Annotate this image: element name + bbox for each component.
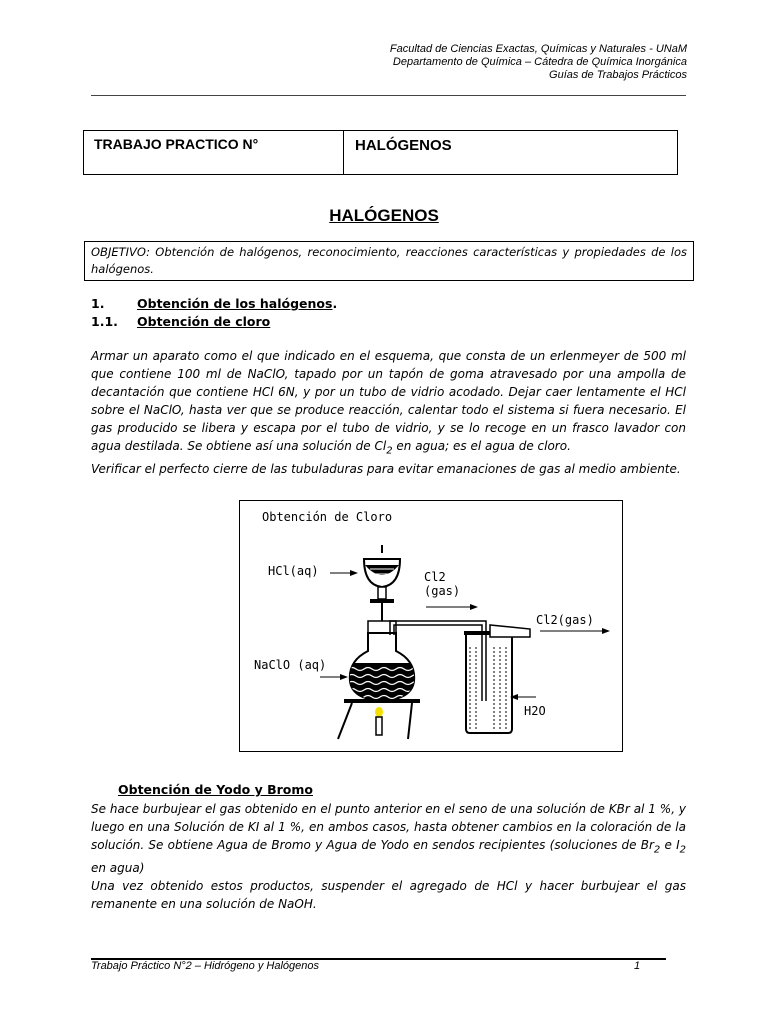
section-2-title: Obtención de Yodo y Bromo (118, 782, 314, 797)
h2o-label: H2O (524, 704, 546, 718)
practical-topic: HALÓGENOS (355, 137, 452, 154)
iodine-text: e I (660, 838, 680, 852)
flask-liquid (345, 663, 420, 703)
section-1-1-heading (91, 314, 270, 329)
chlorine-verify-text: Verificar el perfecto cierre de las tubuladuras para evitar emanaciones de gas al medio ambiente. (91, 462, 681, 477)
section-1-1-title: Obtención de cloro (137, 314, 271, 329)
water-text: en agua) (91, 861, 145, 876)
rubber-stopper (368, 621, 396, 633)
section-1-title: Obtención de los halógenos (137, 296, 333, 311)
chlorine-procedure-text: Armar un aparato como el que indicado en el esquema, que consta de un erlenmeyer de 500 ml que contiene 100 ml de NaClO, tapado por un tapón de goma atravesado por una ampolla de decantación que contiene HCl 6N, y por un tubo de vidrio acodado. Dejar caer lentamente el HCl sobre el NaClO, hasta ver que se produce reacción, calentar todo el sistema si fuera necesario. El gas producido se libera y escapa por el tubo de vidrio, y se lo recoge en un frasco lavador con agua destilada. Se obtiene así una solución de Cl (91, 349, 686, 453)
chlorine-procedure-paragraph (91, 347, 686, 478)
header-line-3: Guías de Trabajos Prácticos (549, 69, 687, 81)
practical-title-box (83, 130, 678, 175)
header-line-2: Departamento de Química – Cátedra de Química Inorgánica (392, 56, 687, 68)
iodine-bromine-text: Se hace burbujear el gas obtenido en el punto anterior en el seno de una solución de KBr al 1 %, y luego en una Solución de KI al 1 %, en ambos casos, hasta obtener cambios en la coloración de la solución. Se obtiene Agua de Bromo y Agua de Yodo en sendos recipientes (soluciones de Br (91, 802, 686, 852)
cl2-gas-label: Cl2(gas) (536, 613, 594, 627)
wash-water (470, 647, 506, 729)
apparatus-svg (240, 501, 622, 751)
page-title: HALÓGENOS (329, 206, 439, 225)
cl2-gas-arrow-head (602, 628, 610, 634)
objective-box: OBJETIVO: Obtención de halógenos, reconocimiento, reacciones características y propiedades de los halógenos. (84, 241, 694, 281)
gas-washing-bottle (464, 625, 530, 733)
practical-number-label: TRABAJO PRACTICO N° (84, 131, 344, 174)
cl2-arrow-head (470, 604, 478, 610)
naoh-text: Una vez obtenido estos productos, suspender el agregado de HCl y hacer burbujear el gas remanente en una solución de NaOH. (91, 879, 686, 912)
section-1-number: 1. (91, 296, 105, 311)
hcl-arrow-head (350, 570, 358, 576)
page-header (390, 43, 687, 82)
chlorine-subscript: 2 (386, 445, 393, 457)
iodine-subscript: 2 (679, 844, 686, 856)
naclo-arrow-head (340, 674, 348, 680)
page-number: 1 (634, 960, 641, 972)
chlorine-procedure-end: en agua; es el agua de cloro. (392, 439, 571, 453)
stopcock-icon (370, 599, 394, 603)
header-divider (91, 95, 686, 96)
footer-title: Trabajo Práctico N°2 – Hidrógeno y Halógenos (91, 960, 319, 972)
naclo-label: NaClO (aq) (254, 658, 327, 672)
diagram-title: Obtención de Cloro (262, 510, 393, 524)
iodine-bromine-paragraph (91, 800, 686, 913)
outlet-tube (490, 625, 530, 637)
burner-icon (375, 707, 383, 735)
hcl-label: HCl(aq) (268, 564, 319, 578)
header-line-1: Facultad de Ciencias Exactas, Químicas y Naturales - UNaM (389, 43, 687, 55)
section-2-heading (118, 782, 313, 797)
gas-label: (gas) (424, 584, 461, 598)
chlorine-apparatus-diagram (239, 500, 623, 752)
erlenmeyer-flask (345, 621, 420, 703)
section-1-heading: 1. Obtención de los halógenos. (91, 296, 338, 311)
cl2-label: Cl2 (424, 570, 446, 584)
section-1-1-number: 1.1. (91, 314, 118, 329)
bromine-subscript: 2 (653, 844, 661, 856)
